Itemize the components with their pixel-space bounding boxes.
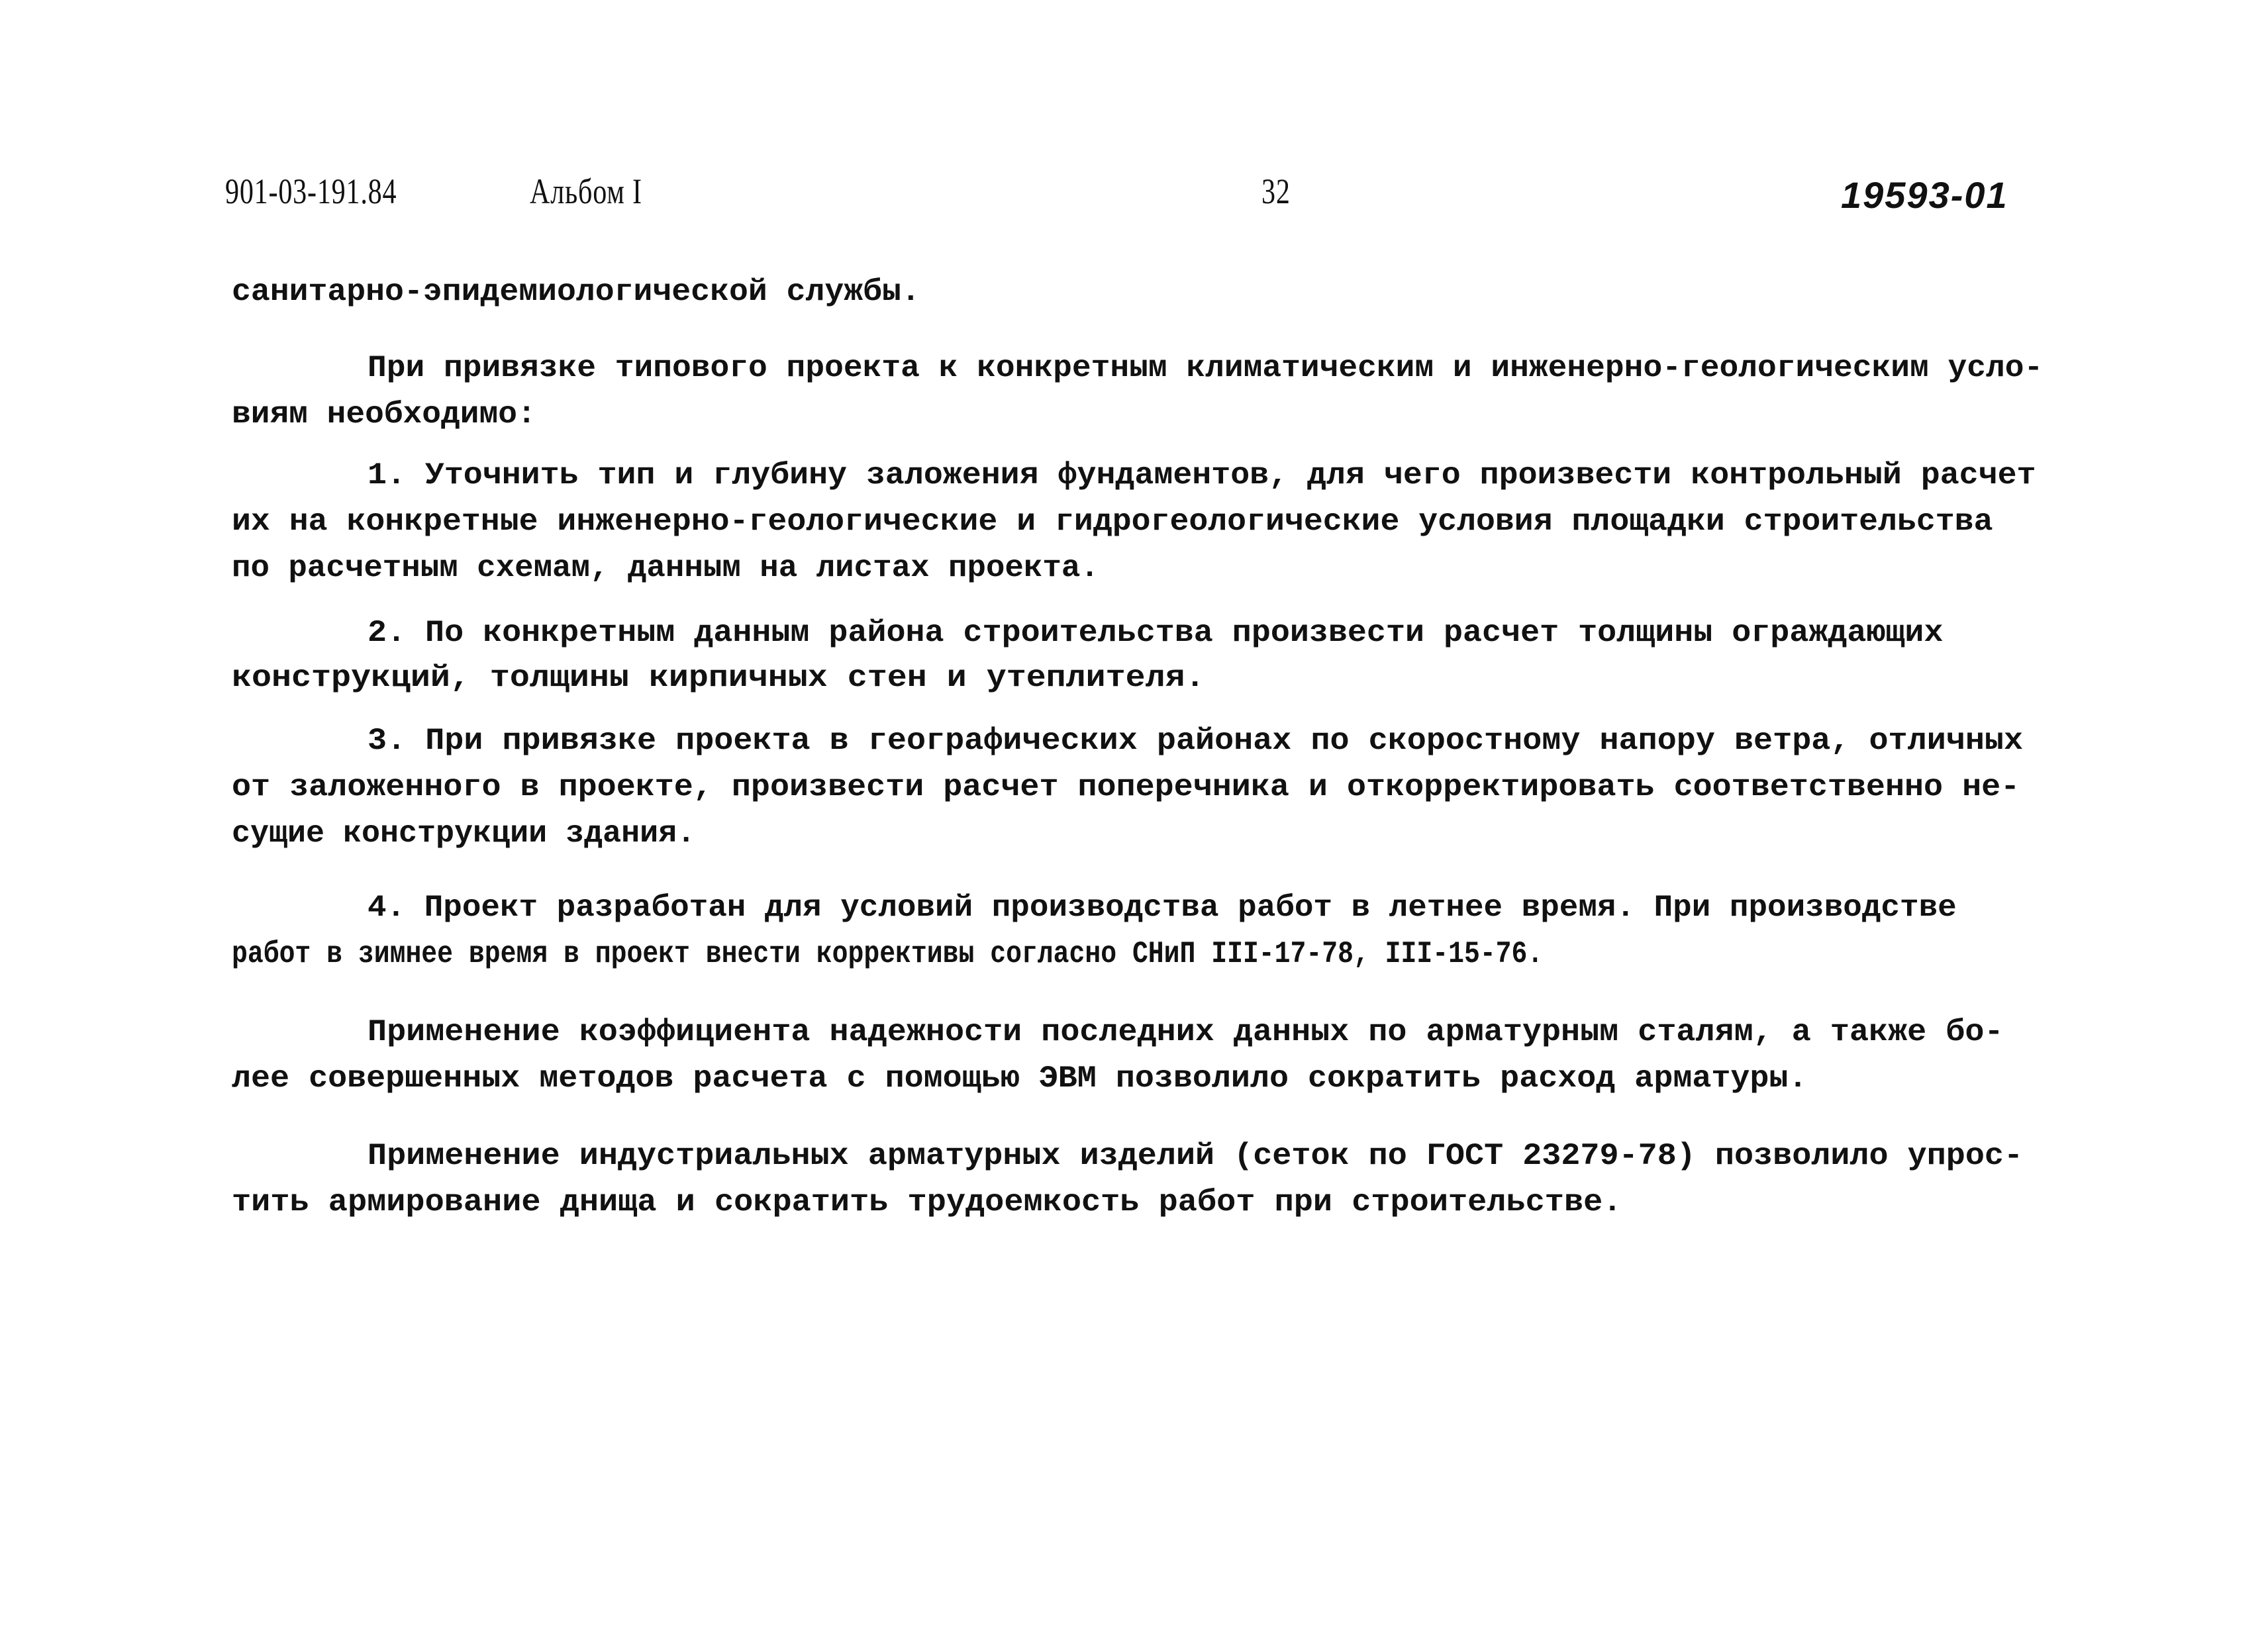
- document-number: 901-03-191.84: [225, 171, 397, 211]
- list-item-1-line: по расчетным схемам, данным на листах проекта.: [232, 551, 1099, 585]
- archive-code: 19593-01: [1841, 174, 2008, 216]
- list-item-4-line: работ в зимнее время в проект внести коррективы согласно СНиП III-17-78, III-15-76.: [232, 937, 1544, 971]
- list-item-3-line: 3. При привязке проекта в географических районах по скоростному напору ветра, отличных: [368, 724, 2024, 758]
- text-line: санитарно-эпидемиологической службы.: [232, 275, 920, 309]
- paragraph-line: тить армирование днища и сократить трудоемкость работ при строительстве.: [232, 1185, 1622, 1220]
- paragraph-line: виям необходимо:: [232, 397, 536, 432]
- list-item-1-line: их на конкретные инженерно-геологические и гидрогеологические условия площадки строительства: [232, 505, 1993, 539]
- list-item-1-line: 1. Уточнить тип и глубину заложения фундаментов, для чего произвести контрольный расчет: [368, 458, 2036, 493]
- list-item-3-line: сущие конструкции здания.: [232, 816, 696, 851]
- paragraph-line: Применение коэффициента надежности последних данных по арматурным сталям, а также бо-: [368, 1015, 2004, 1049]
- list-item-3-line: от заложенного в проекте, произвести расчет поперечника и откорректировать соответственно не-: [232, 770, 2020, 804]
- page-number: 32: [1261, 171, 1291, 211]
- list-item-4-line: 4. Проект разработан для условий производства работ в летнее время. При производстве: [368, 891, 1957, 925]
- list-item-2-line: конструкций, толщины кирпичных стен и утеплителя.: [232, 661, 1205, 695]
- list-item-2-line: 2. По конкретным данным района строительства произвести расчет толщины ограждающих: [368, 616, 1944, 650]
- album-label: Альбом I: [530, 171, 642, 211]
- paragraph-line: Применение индустриальных арматурных изделий (сеток по ГОСТ 23279-78) позволило упрос-: [368, 1139, 2024, 1173]
- paragraph-line: При привязке типового проекта к конкретным климатическим и инженерно-геологическим усло-: [368, 351, 2044, 385]
- paragraph-line: лее совершенных методов расчета с помощью ЭВМ позволило сократить расход арматуры.: [232, 1061, 1808, 1096]
